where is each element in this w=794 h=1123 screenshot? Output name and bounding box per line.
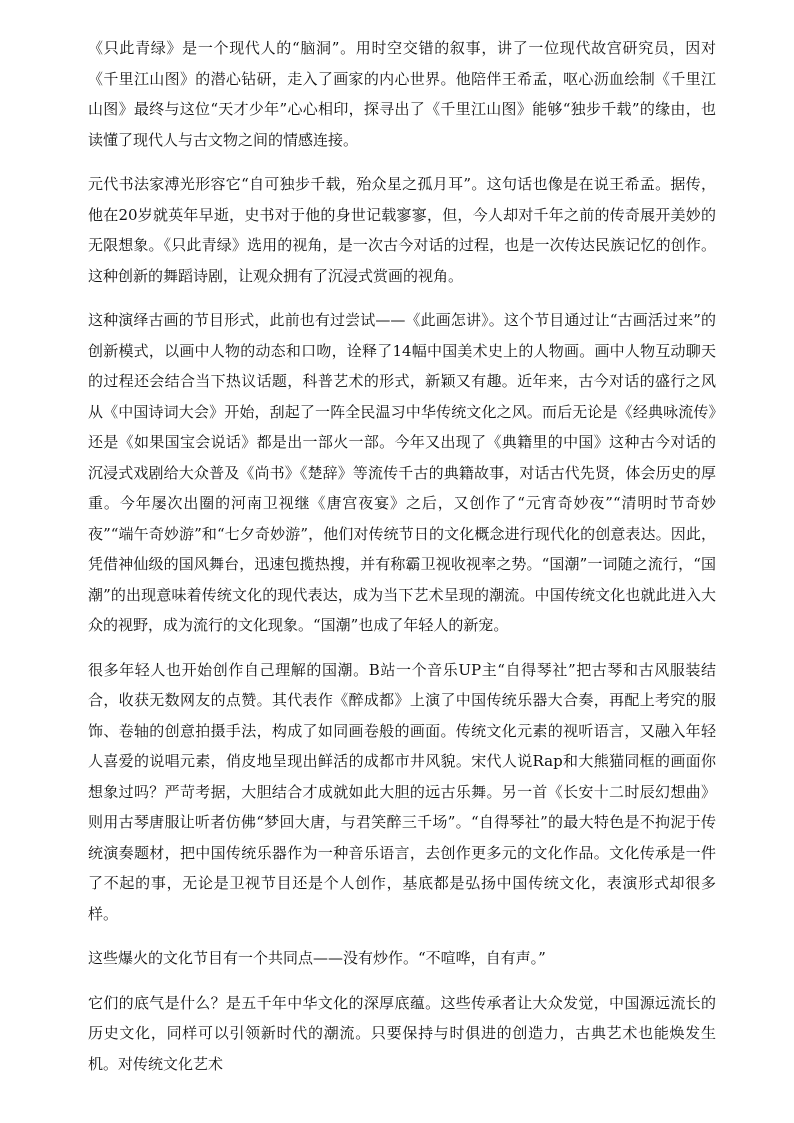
paragraph-5: 这些爆火的文化节目有一个共同点——没有炒作。“不喧哗，自有声。” bbox=[88, 949, 546, 967]
paragraph-2: 元代书法家溥光形容它“自可独步千载，殆众星之孤月耳”。这句话也像是在说王希孟。据传，他在20岁就英年早逝，史书对于他的身世记载寥寥，但，今人却对千年之前的传奇展开美妙的无限想象。《只此青绿》选用的视角，是一次古今对话的过程，也是一次传达民族记忆的创作。这种创新的舞蹈诗剧，让观众拥有了沉浸式赏画的视角。 bbox=[88, 175, 716, 285]
article-body bbox=[88, 33, 716, 1093]
paragraph-3: 这种演绎古画的节目形式，此前也有过尝试——《此画怎讲》。这个节目通过让“古画活过来”的创新模式，以画中人物的动态和口吻，诠释了14幅中国美术史上的人物画。画中人物互动聊天的过程还会结合当下热议话题，科普艺术的形式，新颖又有趣。近年来，古今对话的盛行之风从《中国诗词大会》开始，刮起了一阵全民温习中华传统文化之风。而后无论是《经典咏流传》还是《如果国宝会说话》都是出一部火一部。今年又出现了《典籍里的中国》这种古今对话的沉浸式戏剧给大众普及《尚书》《楚辞》等流传千古的典籍故事，对话古代先贤，体会历史的厚重。今年屡次出圈的河南卫视继《唐宫夜宴》之后，又创作了“元宵奇妙夜”“清明时节奇妙夜”“端午奇妙游”和“七夕奇妙游”，他们对传统节日的文化概念进行现代化的创意表达。因此，凭借神仙级的国风舞台，迅速包揽热搜，并有称霸卫视收视率之势。“国潮”一词随之流行，“国潮”的出现意味着传统文化的现代表达，成为当下艺术呈现的潮流。中国传统文化也就此进入大众的视野，成为流行的文化现象。“国潮”也成了年轻人的新宠。 bbox=[88, 311, 716, 634]
paragraph-6: 它们的底气是什么？是五千年中华文化的深厚底蕴。这些传承者让大众发觉，中国源远流长的历史文化，同样可以引领新时代的潮流。只要保持与时俱进的创造力，古典艺术也能焕发生机。对传统文化艺术 bbox=[88, 993, 716, 1073]
paragraph-1: 《只此青绿》是一个现代人的“脑洞”。用时空交错的叙事，讲了一位现代故宫研究员，因对《千里江山图》的潜心钻研，走入了画家的内心世界。他陪伴王希孟，呕心沥血绘制《千里江山图》最终与这位“天才少年”心心相印，探寻出了《千里江山图》能够“独步千载”的缘由，也读懂了现代人与古文物之间的情感连接。 bbox=[88, 39, 716, 149]
paragraph-4: 很多年轻人也开始创作自己理解的国潮。B站一个音乐UP主“自得琴社”把古琴和古风服装结合，收获无数网友的点赞。其代表作《醉成都》上演了中国传统乐器大合奏，再配上考究的服饰、卷轴的创意拍摄手法，构成了如同画卷般的画面。传统文化元素的视听语言，又融入年轻人喜爱的说唱元素，俏皮地呈现出鲜活的成都市井风貌。宋代人说Rap和大熊猫同框的画面你想象过吗？严苛考据，大胆结合才成就如此大胆的远古乐舞。另一首《长安十二时辰幻想曲》则用古琴唐服让听者仿佛“梦回大唐，与君笑醉三千场”。“自得琴社”的最大特色是不拘泥于传统演奏题材，把中国传统乐器作为一种音乐语言，去创作更多元的文化作品。文化传承是一件了不起的事，无论是卫视节目还是个人创作，基底都是弘扬中国传统文化，表演形式却很多样。 bbox=[88, 660, 716, 923]
